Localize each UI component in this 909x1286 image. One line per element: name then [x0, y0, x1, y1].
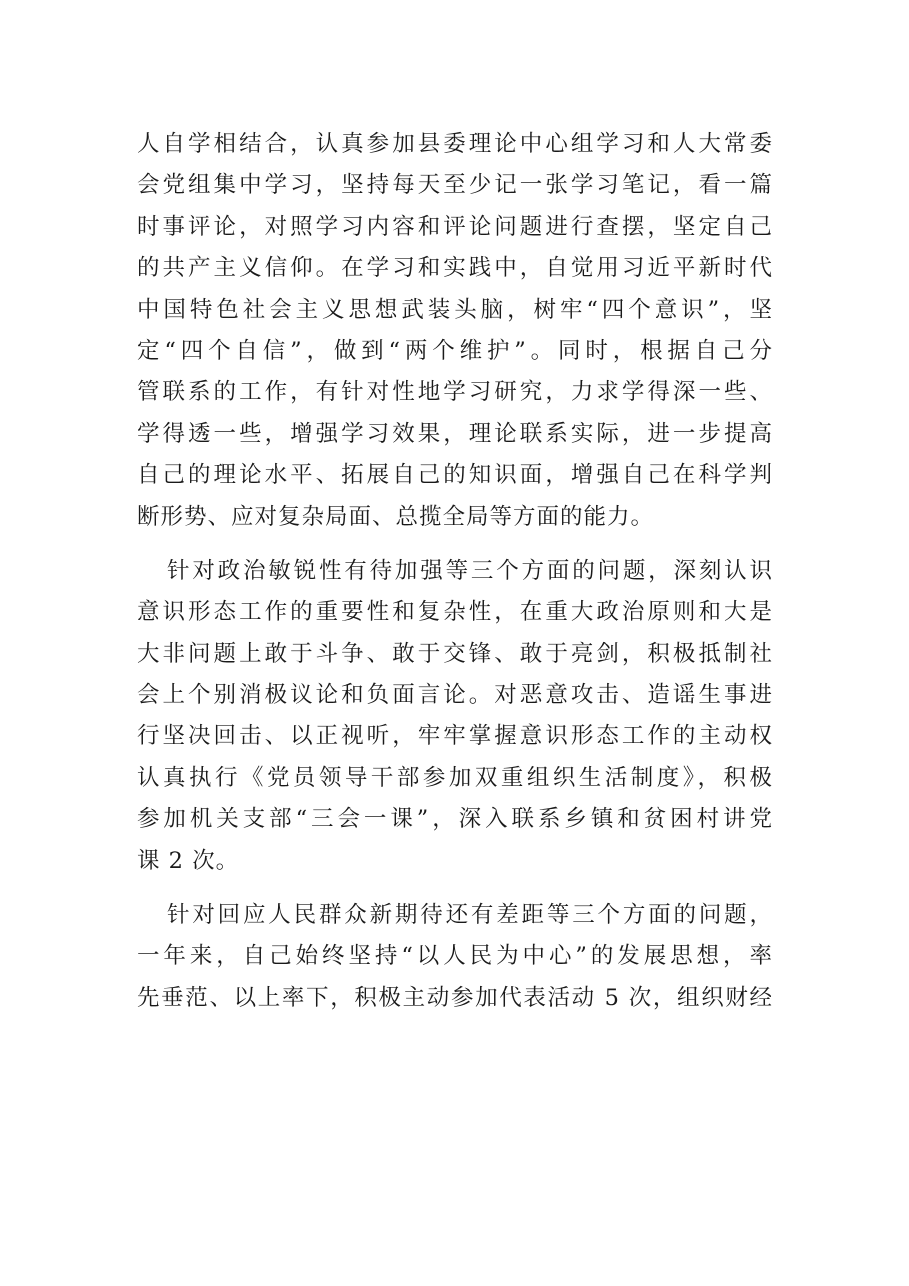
text-line: 的共产主义信仰。在学习和实践中，自觉用习近平新时代 — [137, 255, 773, 282]
text-line: 时事评论，对照学习内容和评论问题进行查摆，坚定自己 — [137, 213, 773, 240]
text-line: 课 2 次。 — [137, 847, 240, 874]
document-body — [137, 124, 773, 1019]
text-line: 会党组集中学习，坚持每天至少记一张学习笔记，看一篇 — [137, 172, 773, 199]
text-line: 大非问题上敢于斗争、敢于交锋、敢于亮剑，积极抵制社 — [137, 640, 773, 667]
paragraph-3 — [137, 895, 773, 1019]
text-line: 会上个别消极议论和负面言论。对恶意攻击、造谣生事进 — [137, 682, 773, 709]
text-line: 认真执行《党员领导干部参加双重组织生活制度》，积极 — [137, 764, 773, 791]
text-line: 针对回应人民群众新期待还有差距等三个方面的问题， — [167, 902, 773, 929]
text-line: 中国特色社会主义思想武装头脑，树牢“四个意识”，坚 — [137, 296, 773, 323]
text-line: 一年来，自己始终坚持“以人民为中心”的发展思想，率 — [137, 943, 773, 970]
text-line: 自己的理论水平、拓展自己的知识面，增强自己在科学判 — [137, 462, 773, 489]
paragraph-1 — [137, 124, 773, 538]
text-line: 意识形态工作的重要性和复杂性，在重大政治原则和大是 — [137, 599, 773, 626]
text-line: 先垂范、以上率下，积极主动参加代表活动 5 次，组织财经 — [137, 984, 773, 1011]
text-line: 行坚决回击、以正视听，牢牢掌握意识形态工作的主动权 — [137, 723, 773, 750]
text-line: 定“四个自信”，做到“两个维护”。同时，根据自己分 — [137, 337, 773, 364]
text-line: 人自学相结合，认真参加县委理论中心组学习和人大常委 — [137, 131, 773, 157]
text-line: 断形势、应对复杂局面、总揽全局等方面的能力。 — [137, 503, 655, 530]
paragraph-2 — [137, 551, 773, 882]
text-line: 参加机关支部“三会一课”，深入联系乡镇和贫困村讲党 — [137, 806, 773, 833]
text-line: 管联系的工作，有针对性地学习研究，力求学得深一些、 — [137, 379, 773, 406]
text-line: 学得透一些，增强学习效果，理论联系实际，进一步提高 — [137, 420, 773, 447]
text-line: 针对政治敏锐性有待加强等三个方面的问题，深刻认识 — [167, 557, 773, 584]
